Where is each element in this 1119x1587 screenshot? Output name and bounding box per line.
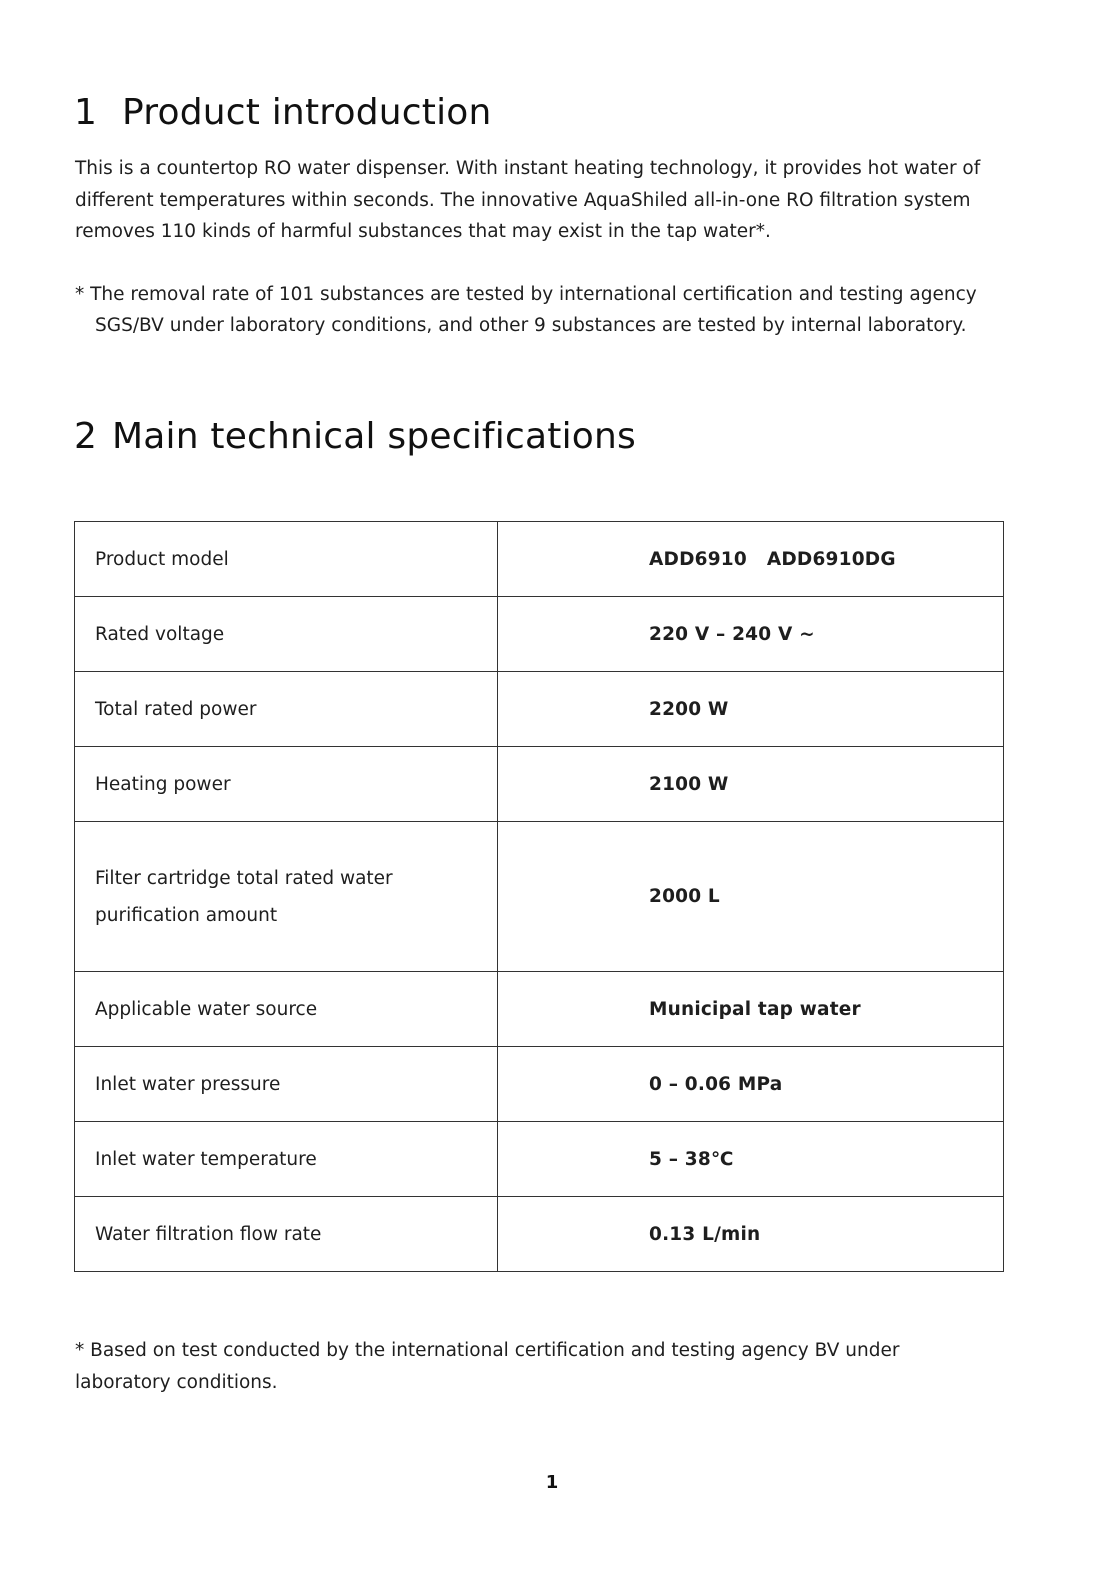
spec-value: 2000 L — [498, 822, 1004, 972]
table-row — [75, 822, 1004, 972]
table-row — [75, 1122, 1004, 1197]
specifications-footnote: * Based on test conducted by the international certification and testing agency BV under laboratory conditions. — [75, 1340, 900, 1393]
spec-label: Filter cartridge total rated water purification amount — [75, 822, 498, 972]
spec-label: Inlet water pressure — [75, 1047, 498, 1122]
spec-value: 0.13 L/min — [498, 1197, 1004, 1272]
section-1-heading — [74, 92, 492, 133]
table-row — [75, 522, 1004, 597]
spec-value: 0 – 0.06 MPa — [498, 1047, 1004, 1122]
section-1-number: 1 — [74, 92, 98, 133]
spec-label: Applicable water source — [75, 972, 498, 1047]
section-2-number: 2 — [74, 416, 98, 457]
section-2-heading — [74, 416, 636, 457]
table-row — [75, 972, 1004, 1047]
spec-value: ADD6910 ADD6910DG — [498, 522, 1004, 597]
section-2-title: Main technical specifications — [112, 416, 636, 457]
spec-label: Total rated power — [75, 672, 498, 747]
spec-label: Product model — [75, 522, 498, 597]
spec-label: Water filtration flow rate — [75, 1197, 498, 1272]
spec-value: 2200 W — [498, 672, 1004, 747]
spec-value: 5 – 38℃ — [498, 1122, 1004, 1197]
spec-value: 220 V – 240 V ~ — [498, 597, 1004, 672]
table-row — [75, 672, 1004, 747]
spec-label: Inlet water temperature — [75, 1122, 498, 1197]
specifications-table — [74, 521, 1004, 1272]
table-row — [75, 747, 1004, 822]
section-1-title: Product introduction — [122, 92, 492, 133]
intro-note-line-2: SGS/BV under laboratory conditions, and other 9 substances are tested by internal laboratory. — [95, 315, 967, 336]
spec-label: Rated voltage — [75, 597, 498, 672]
spec-label: Heating power — [75, 747, 498, 822]
table-row — [75, 597, 1004, 672]
table-row — [75, 1197, 1004, 1272]
product-intro-paragraph: This is a countertop RO water dispenser. With instant heating technology, it provides hot water of different temperatures within seconds. The innovative AquaShiled all-in-one RO filtration system removes 110 kinds of harmful substances that may exist in the tap water*. — [75, 158, 981, 242]
table-row — [75, 1047, 1004, 1122]
page-number: 1 — [545, 1472, 559, 1493]
spec-value: Municipal tap water — [498, 972, 1004, 1047]
intro-note-line-1: * The removal rate of 101 substances are tested by international certification and testing agency — [75, 284, 977, 305]
spec-value: 2100 W — [498, 747, 1004, 822]
